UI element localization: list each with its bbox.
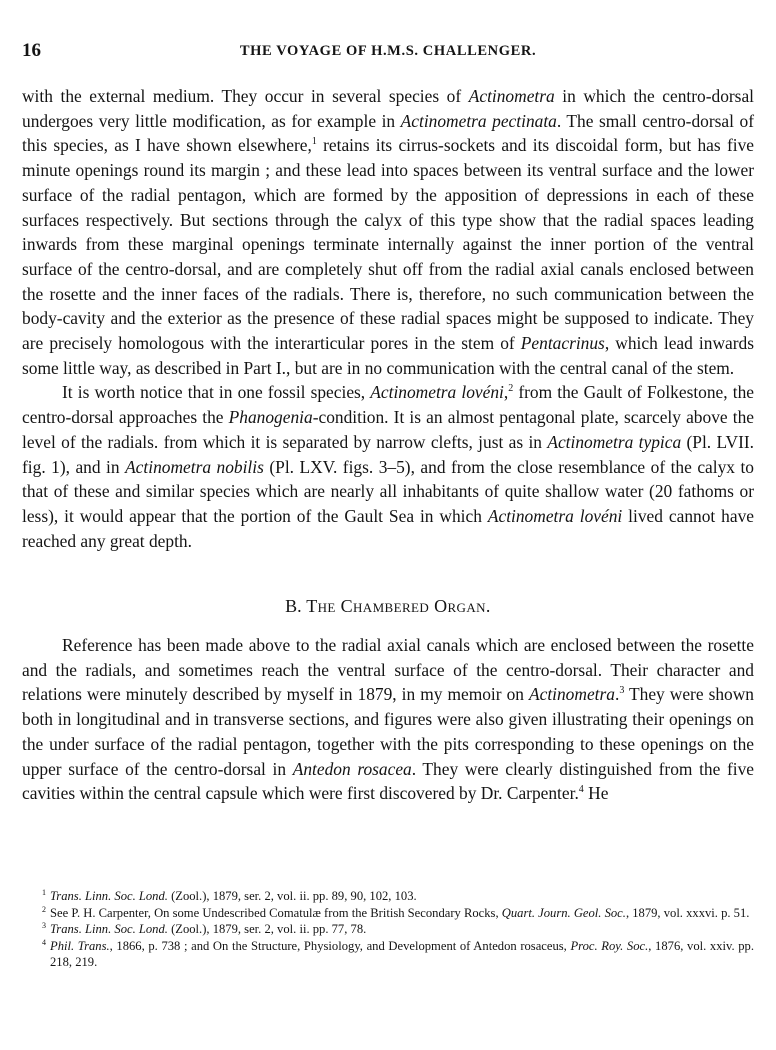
- footnote-ref-4[interactable]: 4: [578, 784, 584, 796]
- section-heading: [22, 594, 754, 619]
- body-text: [22, 84, 754, 806]
- paragraph-1: with the external medium. They occur in several species of Actinometra in which the centro-dorsal undergoes very little modification, as for example in Actinometra pectinata. The small centro-dorsal of this species, as I have shown elsewhere,$^1$ retains its cirrus-sockets and its discoidal form, but has five minute openings round its margin ; and these lead into spaces between its ventral surface and the lower surface of the radial pentagon, which are formed by the apposition of depressions in each of these surfaces respectively. But sections through the calyx of this type show that the radial spaces leading inwards from these marginal openings terminate internally against the inner portion of the ventral surface of the centro-dorsal, and are completely shut off from the radial axial canals enclosed between the rosette and the inner faces of the radials. There is, therefore, no such communication between the body-cavity and the exterior as the presence of these radial spaces might be supposed to indicate. They are precisely homologous with the interarticular pores in the stem of Pentacrinus, which lead inwards some little way, as described in Part I., but are in no communication with the central canal of the stem.: [22, 86, 755, 378]
- section-letter: B.: [285, 596, 302, 617]
- footnote-1: $^1$ Trans. Linn. Soc. Lond. (Zool.), 1879, ser. 2, vol. ii. pp. 89, 90, 102, 103.: [42, 887, 417, 903]
- footnote-2: $^2$ See P. H. Carpenter, On some Undescribed Comatulæ from the British Secondary Rocks, Quart. Journ. Geol. Soc., 1879, vol. xxxvi. p. 51.: [42, 904, 750, 920]
- page-header: [22, 40, 754, 64]
- footnote-ref-1[interactable]: 1: [311, 136, 317, 148]
- footnote-3: $^3$ Trans. Linn. Soc. Lond. (Zool.), 1879, ser. 2, vol. ii. pp. 77, 78.: [42, 921, 367, 937]
- page-number: 16: [22, 40, 41, 61]
- paragraph-3: Reference has been made above to the radial axial canals which are enclosed between the rosette and the radials, and sometimes reach the ventral surface of the centro-dorsal. Their character and relations were minutely described by myself in 1879, in my memoir on Actinometra.$^3$ They were shown both in longitudinal and in transverse sections, and figures were also given illustrating their openings on the under surface of the radial pentagon, together with the pits corresponding to these openings on the upper surface of the centro-dorsal in Antedon rosacea. They were clearly distinguished from the five cavities within the central capsule which were first discovered by Dr. Carpenter.$^4$ He: [22, 635, 755, 804]
- footnotes: [22, 888, 754, 971]
- footnote-4: $^4$ Phil. Trans., 1866, p. 738 ; and On the Structure, Physiology, and Development of Antedon rosaceus, Proc. Roy. Soc., 1876, vol. xxiv. pp. 218, 219.: [42, 937, 754, 970]
- paragraph-2: It is worth notice that in one fossil species, Actinometra lovéni,$^2$ from the Gault of Folkestone, the centro-dorsal approaches the Phanogenia-condition. It is an almost pentagonal plate, scarcely above the level of the radials. from which it is separated by narrow clefts, just as in Actinometra typica (Pl. LVII. fig. 1), and in Actinometra nobilis (Pl. LXV. figs. 3–5), and from the close resemblance of the calyx to that of these and similar species which are nearly all inhabitants of quite shallow water (20 fathoms or less), it would appear that the portion of the Gault Sea in which Actinometra lovéni lived cannot have reached any great depth.: [22, 382, 754, 551]
- running-title: THE VOYAGE OF H.M.S. CHALLENGER.: [239, 43, 537, 59]
- footnote-ref-2[interactable]: 2: [508, 383, 514, 395]
- footnote-ref-3[interactable]: 3: [619, 685, 625, 697]
- section-title: The Chambered Organ.: [306, 596, 491, 617]
